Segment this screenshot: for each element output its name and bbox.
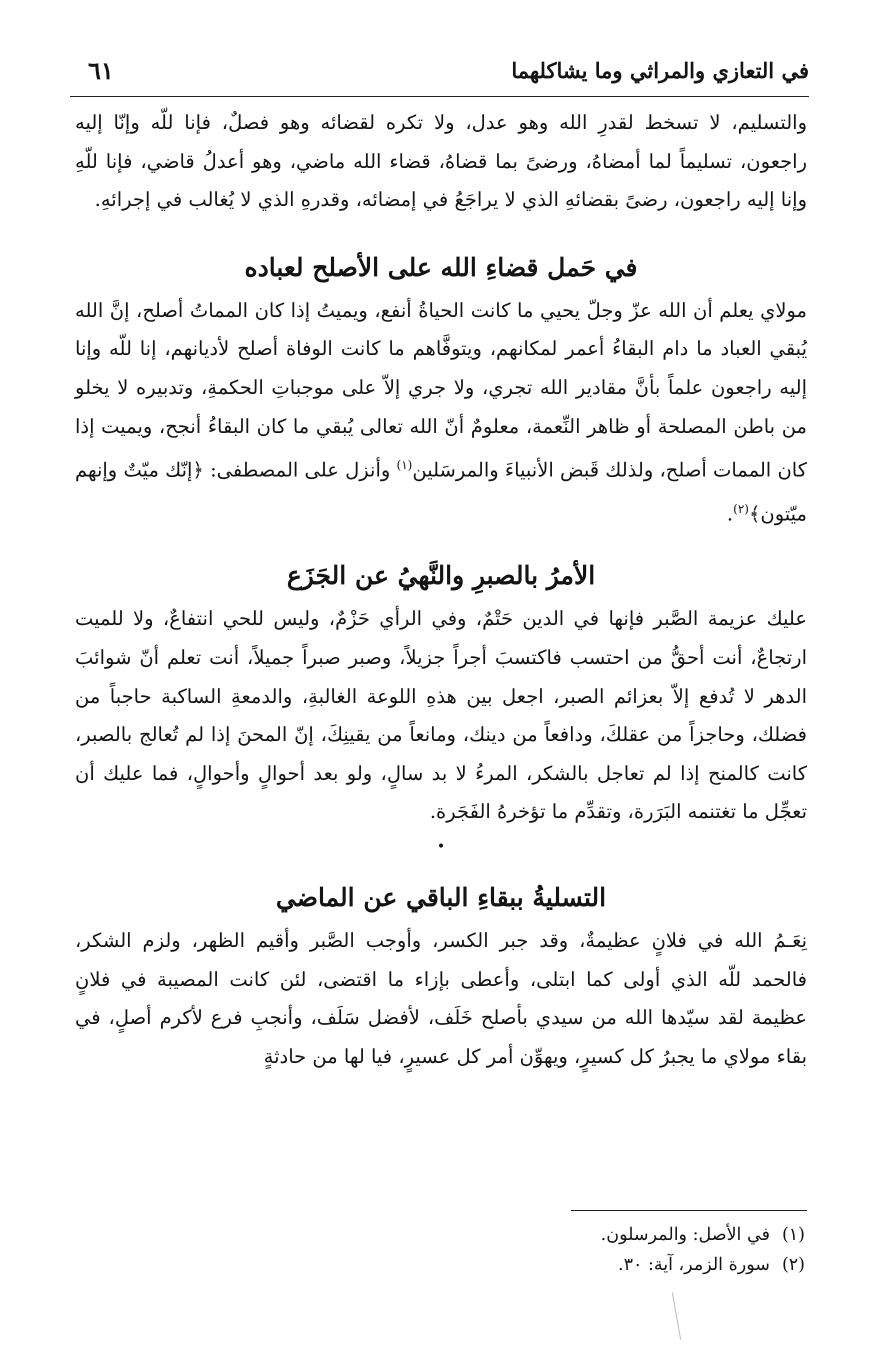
footnote-1-mark: (١) xyxy=(781,1225,805,1245)
separator-dot: • xyxy=(436,838,446,855)
footnote-1 xyxy=(601,1220,805,1250)
section-1-text-quote: وأنزل على المصطفى: ﴿إنّك ميّتٌ وإنهم ميّتون﴾ xyxy=(75,458,807,526)
main-text xyxy=(75,104,807,1076)
section-3-paragraph: نِعَـمُ الله في فلانٍ عظيمةٌ، وقد جبر الكسر، وأوجب الصَّبر وأقيم الظهر، ولزم الشكر، فالحمد للّه الذي أولى كما ابتلى، وأعطى بإزاء ما اقتضى، لئن كانت المصيبة في فلانٍ عظيمة لقد سيّدها الله من سيدي بأصلح خَلَف، لأفضل سَلَف، وأنجبِ فرع لأكرم أصلٍ، في بقاء مولاي ما يجبرُ كل كسيرٍ، ويهوِّن أمر كل عسيرٍ، فيا لها من حادثةٍ xyxy=(75,928,807,1068)
section-1-text-end: . xyxy=(726,502,734,526)
section-heading-2: الأمرُ بالصبرِ والنَّهيُ عن الجَزَع xyxy=(286,561,596,591)
section-heading-1: في حَمل قضاءِ الله على الأصلح لعباده xyxy=(244,252,638,282)
footnote-2-text: سورة الزمر، آية: ٣٠. xyxy=(617,1255,770,1275)
footnote-2 xyxy=(601,1250,805,1280)
footnote-ref-2: (٢) xyxy=(733,502,749,517)
footnote-rule xyxy=(571,1210,807,1211)
section-2-paragraph: عليك عزيمة الصَّبر فإنها في الدين حَتْمٌ، وفي الرأي حَزْمٌ، وليس للحي انتفاعٌ، ولا للميت ارتجاعٌ، أنت أحقُّ من احتسب فاكتسبَ أجراً جزيلاً، وصبر صبراً جميلاً، أنت تعلم أنّ شوائبَ الدهر لا تُدفع إلاّ بعزائم الصبر، اجعل بين هذهِ اللوعة الغالبةِ، والدمعةِ الساكبة حاجباً من فضلك، وحاجزاً من عقلكَ، ودافعاً من دينك، ومانعاً من يقينِكَ، إنّ المحنَ إذا لم تُعالج بالصبر، كانت كالمنح إذا لم تعاجل بالشكر، المرءُ لا بد سالٍ، ولو بعد أحوالٍ وأحوالٍ، فما عليك أن تعجِّل ما تغتنمه البَرَرة، وتقدِّم ما تؤخرهُ الفَجَرة. xyxy=(75,607,807,824)
scan-mark xyxy=(672,1292,681,1339)
section-1-text: مولاي يعلم أن الله عزّ وجلّ يحيي ما كانت الحياةُ أنفع، ويميتُ إذا كان المماتُ أصلح، إنَّ الله يُبقي العباد ما دام البقاءُ أعمر لمكانهم، ويتوفَّاهم ما كانت الوفاة أصلح لأديانهم، إنا للّه وإنا إليه راجعون علماً بأنَّ مقادير الله تجري، ولا جري إلاّ على موجباتِ الحكمةِ، وتدبيره لا يخلو من باطن المصلحة أو ظاهر النِّعمة، معلومٌ أنّ الله تعالى يُبقي ما كان البقاءُ أنجح، ويميت إذا كان الممات أصلح، ولذلك قَبض الأنبياءَ والمرسَلين xyxy=(75,298,807,482)
footnotes xyxy=(601,1220,805,1280)
running-header xyxy=(70,52,809,97)
footnote-2-mark: (٢) xyxy=(781,1255,805,1275)
footnote-ref-1: (١) xyxy=(396,458,413,473)
intro-paragraph: والتسليم، لا تسخط لقدرِ الله وهو عدل، ولا تكره لقضائه وهو فصلٌ، فإنا للّه وإنّا إليه راجعون، تسليماً لما أمضاهُ، ورضىً بما قضاهُ، قضاء الله ماضي، وهو أعدلُ قاضي، فإنا للّهِ وإنا إليه راجعون، رضىً بقضائهِ الذي لا يراجَعُ في إمضائه، وقدرهِ الذي لا يُغالب في إجرائهِ. xyxy=(75,111,807,212)
section-heading-3: التسليةُ ببقاءِ الباقي عن الماضي xyxy=(275,882,607,912)
section-1-paragraph xyxy=(75,292,807,535)
footnote-1-text: في الأصل: والمرسلون. xyxy=(600,1225,770,1245)
page-number: ٦١ xyxy=(88,56,114,85)
running-title: في التعازي والمراثي وما يشاكلهما xyxy=(511,58,809,83)
